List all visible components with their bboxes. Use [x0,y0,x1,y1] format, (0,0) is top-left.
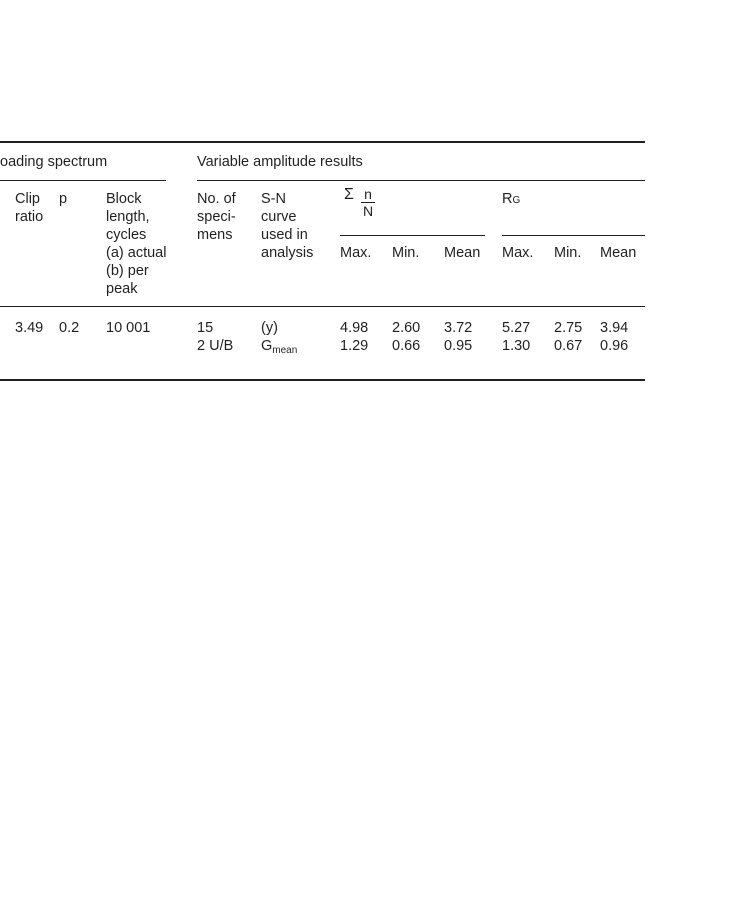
variable-amplitude-underline [197,180,645,181]
clip-ratio-header: Clip ratio [15,191,44,225]
header-body-rule [0,306,645,307]
stat-label-mean-2: Mean [600,245,637,261]
cell-sn-curve: (y) $G_{mean}$ [261,320,298,356]
sum-group-underline [340,235,485,236]
stat-label-mean-1: Mean [444,245,481,261]
stat-label-min-1: Min. [392,245,420,261]
stat-label-min-2: Min. [554,245,582,261]
stat-label-max-1: Max. [340,245,372,261]
cell-sum-mean: 3.72 0.95 [444,320,473,354]
no-specimens-header: No. of speci- mens [197,191,236,243]
fraction-denominator: N [362,203,374,219]
cell-no-specimens: 15 2 U/B [197,320,234,354]
variable-amplitude-header: Variable amplitude results [197,154,363,170]
table-top-rule [0,141,645,143]
cell-rg-min: 2.75 0.67 [554,320,583,354]
sum-symbol: Σ [344,186,354,203]
cell-sum-min: 2.60 0.66 [392,320,421,354]
block-length-header: Block length, cycles (a) actual (b) per peak [106,191,167,297]
fraction-numerator: n [361,186,375,203]
cell-rg-max: 5.27 1.30 [502,320,531,354]
loading-spectrum-underline [0,180,166,181]
cell-rg-mean: 3.94 0.96 [600,320,629,354]
cell-p: 0.2 [59,320,80,336]
cell-block-length: 10 001 [106,320,151,336]
cell-sum-max: 4.98 1.29 [340,320,369,354]
n-over-N-fraction [361,186,375,219]
p-header: p [59,191,68,207]
loading-spectrum-header: oading spectrum [0,154,108,170]
rg-group-underline [502,235,645,236]
rg-header: RG [502,191,521,207]
cell-clip-ratio: 3.49 [15,320,44,336]
table-bottom-rule [0,379,645,381]
stat-label-max-2: Max. [502,245,534,261]
sn-curve-header: S-N curve used in analysis [261,191,314,261]
